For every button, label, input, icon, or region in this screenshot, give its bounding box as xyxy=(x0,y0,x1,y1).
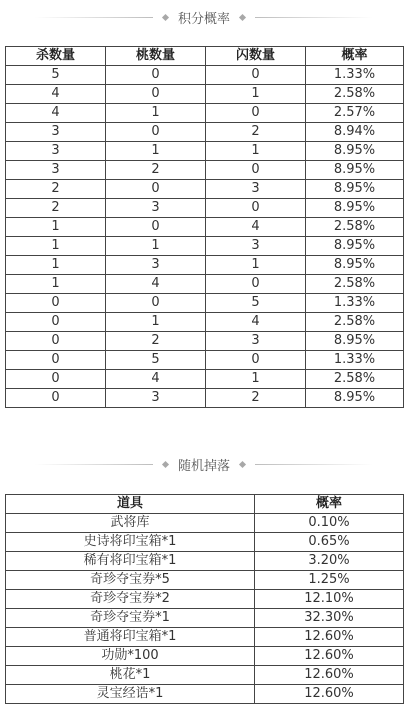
table-row xyxy=(6,609,404,628)
divider-line xyxy=(35,17,153,18)
table-row xyxy=(6,104,404,123)
table-cell: 1 xyxy=(6,256,106,275)
table-cell: 0 xyxy=(106,294,206,313)
table-row xyxy=(6,571,404,590)
table-cell: 8.95% xyxy=(306,180,404,199)
table-cell: 12.60% xyxy=(255,628,404,647)
table-cell: 3.20% xyxy=(255,552,404,571)
table-cell: 0 xyxy=(6,351,106,370)
diamond-icon xyxy=(162,460,169,467)
divider-line xyxy=(35,464,153,465)
table-row xyxy=(6,199,404,218)
table-cell: 1 xyxy=(206,142,306,161)
table-cell: 1 xyxy=(206,256,306,275)
table-cell: 2.58% xyxy=(306,370,404,389)
column-header: 杀数量 xyxy=(6,47,106,66)
section-title: 积分概率 xyxy=(177,11,230,27)
table-cell: 1.33% xyxy=(306,294,404,313)
table-row xyxy=(6,332,404,351)
table-cell: 0 xyxy=(206,104,306,123)
table-row xyxy=(6,666,404,685)
table-cell: 奇珍夺宝券*2 xyxy=(6,590,255,609)
table-cell: 0 xyxy=(6,332,106,351)
table-cell: 12.10% xyxy=(255,590,404,609)
divider-line xyxy=(255,17,373,18)
table-cell: 普通将印宝箱*1 xyxy=(6,628,255,647)
table-cell: 3 xyxy=(106,256,206,275)
table-cell: 2.58% xyxy=(306,85,404,104)
table-row xyxy=(6,647,404,666)
table-cell: 1 xyxy=(106,104,206,123)
table-cell: 0 xyxy=(206,275,306,294)
table-row xyxy=(6,256,404,275)
section-title: 随机掉落 xyxy=(177,458,230,474)
table-cell: 0 xyxy=(6,313,106,332)
table-cell: 1 xyxy=(6,218,106,237)
table-cell: 8.95% xyxy=(306,332,404,351)
table-row xyxy=(6,142,404,161)
score-probability-table xyxy=(5,46,404,408)
table-cell: 0 xyxy=(206,199,306,218)
divider-line xyxy=(255,464,373,465)
table-cell: 1.25% xyxy=(255,571,404,590)
table-cell: 0 xyxy=(6,389,106,408)
table-cell: 2.58% xyxy=(306,218,404,237)
table-row xyxy=(6,552,404,571)
table-cell: 8.95% xyxy=(306,237,404,256)
table-cell: 2 xyxy=(6,199,106,218)
table-cell: 0.10% xyxy=(255,514,404,533)
section-header-score xyxy=(0,7,408,27)
table-cell: 武将库 xyxy=(6,514,255,533)
table-row xyxy=(6,123,404,142)
table-cell: 12.60% xyxy=(255,666,404,685)
table-row xyxy=(6,685,404,704)
table-cell: 奇珍夺宝券*5 xyxy=(6,571,255,590)
table-cell: 5 xyxy=(206,294,306,313)
table-cell: 1.33% xyxy=(306,66,404,85)
table-cell: 5 xyxy=(6,66,106,85)
table-cell: 1 xyxy=(6,237,106,256)
diamond-icon xyxy=(162,13,169,20)
table-cell: 3 xyxy=(106,389,206,408)
table-cell: 5 xyxy=(106,351,206,370)
column-header: 桃数量 xyxy=(106,47,206,66)
table-cell: 8.95% xyxy=(306,256,404,275)
table-cell: 0.65% xyxy=(255,533,404,552)
table-header-row xyxy=(6,495,404,514)
table-cell: 0 xyxy=(106,85,206,104)
table-row xyxy=(6,218,404,237)
table-cell: 0 xyxy=(206,66,306,85)
table-cell: 3 xyxy=(206,237,306,256)
table-cell: 8.95% xyxy=(306,389,404,408)
table-cell: 0 xyxy=(206,351,306,370)
table-cell: 奇珍夺宝券*1 xyxy=(6,609,255,628)
table-row xyxy=(6,237,404,256)
table-row xyxy=(6,313,404,332)
table-cell: 1 xyxy=(106,142,206,161)
random-drop-table xyxy=(5,494,404,704)
table-cell: 稀有将印宝箱*1 xyxy=(6,552,255,571)
table-cell: 0 xyxy=(6,370,106,389)
table-row xyxy=(6,85,404,104)
table-cell: 0 xyxy=(106,123,206,142)
table-cell: 3 xyxy=(6,161,106,180)
table-cell: 灵宝经诰*1 xyxy=(6,685,255,704)
table-cell: 4 xyxy=(106,370,206,389)
table-cell: 12.60% xyxy=(255,685,404,704)
table-row xyxy=(6,351,404,370)
table-row xyxy=(6,180,404,199)
table-cell: 8.95% xyxy=(306,142,404,161)
table-row xyxy=(6,514,404,533)
table-cell: 4 xyxy=(206,218,306,237)
table-cell: 3 xyxy=(6,142,106,161)
table-row xyxy=(6,161,404,180)
table-cell: 2.58% xyxy=(306,275,404,294)
table-cell: 2.57% xyxy=(306,104,404,123)
table-row xyxy=(6,590,404,609)
table-cell: 4 xyxy=(6,104,106,123)
column-header: 概率 xyxy=(255,495,404,514)
table-row xyxy=(6,370,404,389)
table-cell: 0 xyxy=(206,161,306,180)
table-cell: 4 xyxy=(6,85,106,104)
table-cell: 0 xyxy=(6,294,106,313)
table-cell: 0 xyxy=(106,66,206,85)
table-cell: 2 xyxy=(206,389,306,408)
section-header-drop xyxy=(0,454,408,474)
table-row xyxy=(6,294,404,313)
table-cell: 2 xyxy=(106,332,206,351)
table-cell: 1 xyxy=(106,313,206,332)
table-cell: 8.94% xyxy=(306,123,404,142)
table-cell: 1 xyxy=(106,237,206,256)
table-cell: 2.58% xyxy=(306,313,404,332)
table-cell: 0 xyxy=(106,180,206,199)
table-cell: 3 xyxy=(206,332,306,351)
table-header-row xyxy=(6,47,404,66)
table-cell: 4 xyxy=(206,313,306,332)
table-row xyxy=(6,66,404,85)
table-cell: 2 xyxy=(206,123,306,142)
table-row xyxy=(6,628,404,647)
table-row xyxy=(6,275,404,294)
column-header: 闪数量 xyxy=(206,47,306,66)
table-cell: 8.95% xyxy=(306,199,404,218)
table-cell: 32.30% xyxy=(255,609,404,628)
diamond-icon xyxy=(239,13,246,20)
table-cell: 史诗将印宝箱*1 xyxy=(6,533,255,552)
column-header: 概率 xyxy=(306,47,404,66)
table-cell: 4 xyxy=(106,275,206,294)
table-cell: 0 xyxy=(106,218,206,237)
table-cell: 3 xyxy=(106,199,206,218)
table-cell: 功勋*100 xyxy=(6,647,255,666)
column-header: 道具 xyxy=(6,495,255,514)
table-cell: 3 xyxy=(6,123,106,142)
table-cell: 2 xyxy=(106,161,206,180)
table-row xyxy=(6,533,404,552)
table-cell: 1.33% xyxy=(306,351,404,370)
diamond-icon xyxy=(239,460,246,467)
table-row xyxy=(6,389,404,408)
table-cell: 3 xyxy=(206,180,306,199)
table-cell: 1 xyxy=(206,85,306,104)
table-cell: 1 xyxy=(6,275,106,294)
table-cell: 1 xyxy=(206,370,306,389)
table-cell: 8.95% xyxy=(306,161,404,180)
table-cell: 12.60% xyxy=(255,647,404,666)
table-cell: 2 xyxy=(6,180,106,199)
table-cell: 桃花*1 xyxy=(6,666,255,685)
